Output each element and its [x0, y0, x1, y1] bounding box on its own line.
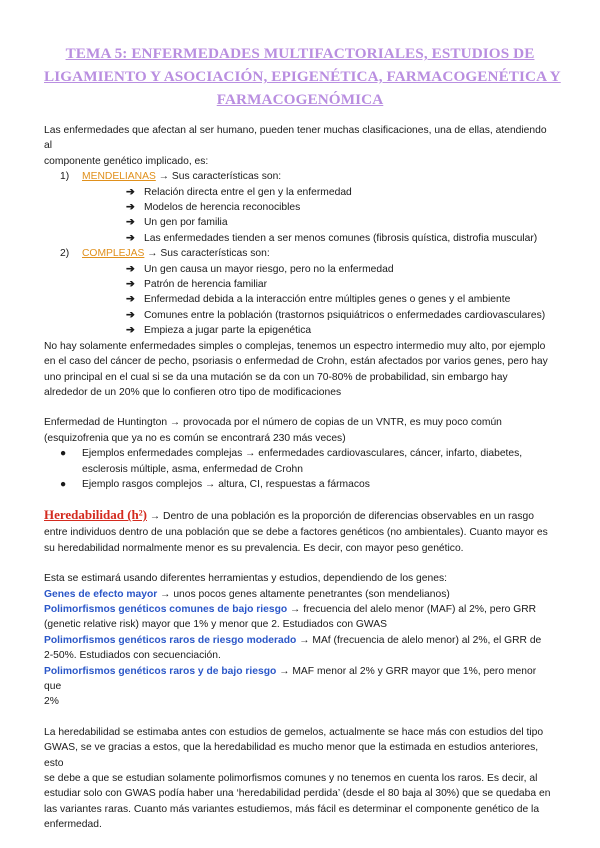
text-line: su heredabilidad normalmente menor es su prevalencia. Es decir, con mayor peso genético.	[44, 542, 464, 554]
title-line: TEMA 5: ENFERMEDADES MULTIFACTORIALES, ESTUDIOS DE	[65, 45, 535, 62]
list-item: ➔ Las enfermedades tienden a ser menos comunes (fibrosis quística, distrofia muscular)	[126, 231, 556, 246]
complejas-label: COMPLEJAS	[82, 248, 145, 260]
text-line: 2%	[44, 696, 59, 708]
text-line: enfermedad.	[44, 819, 102, 831]
list-item: ➔ Modelos de herencia reconocibles	[126, 200, 556, 215]
arrow-icon: ➔	[126, 186, 135, 198]
arrow-icon: ➔	[126, 263, 135, 275]
list-item: ➔ Enfermedad debida a la interacción entre múltiples genes o genes y el ambiente	[126, 292, 556, 307]
list-number: 1)	[60, 171, 70, 183]
text-line: Enfermedad de Huntington → provocada por el número de copias de un VNTR, es muy poco común	[44, 417, 502, 429]
text-line: estudiar solo con GWAS podía haber una ‘heredabilidad perdida’ (desde el 80 baja al 30%) que se quedaba en	[44, 788, 551, 800]
list-item: ● Ejemplo rasgos complejos → altura, CI, respuestas a fármacos	[60, 477, 556, 492]
gene-type-comunes: Polimorfismos genéticos comunes de bajo riesgo → frecuencia del alelo menor (MAF) al 2%, pero GRR	[44, 603, 537, 615]
list-item: ➔ Un gen por familia	[126, 215, 556, 230]
mendelianas-label: MENDELIANAS	[82, 171, 156, 183]
closing-paragraph	[44, 725, 556, 833]
page-title	[44, 42, 561, 111]
text-line: alrededor de un 20% que lo confieren otro tipo de modificaciones	[44, 386, 342, 398]
text-line: componente genético implicado, es:	[44, 155, 209, 167]
heredabilidad-paragraph	[44, 507, 556, 556]
title-line: FARMACOGENÓMICA	[216, 91, 384, 108]
list-item: ➔ Comunes entre la población (trastornos psiquiátricos o enfermedades cardiovasculares)	[126, 308, 556, 323]
text-line: las variantes raras. Cuanto más variantes estudiemos, más fácil es determinar el componente genético de la	[44, 803, 540, 815]
heredabilidad-term: Heredabilidad (h²)	[44, 507, 147, 523]
text-line: entre individuos dentro de una población que se debe a factores genéticos (no ambientales). Cuanto mayor es	[44, 527, 548, 539]
mendelianas-suffix: → Sus características son:	[155, 171, 282, 183]
gene-type-raros-bajo: Polimorfismos genéticos raros y de bajo riesgo → MAF menor al 2% y GRR mayor que 1%, pero menor que	[44, 665, 537, 692]
arrow-icon: ➔	[126, 217, 135, 229]
arrow-icon: ➔	[126, 309, 135, 321]
bullet-icon: ●	[60, 478, 67, 490]
complejas-heading	[44, 246, 556, 261]
huntington-paragraph	[44, 415, 556, 446]
text-line: No hay solamente enfermedades simples o complejas, tenemos un espectro intermedio muy alto, por ejemplo	[44, 340, 546, 352]
bullet-icon: ●	[60, 448, 67, 460]
list-item: ➔ Relación directa entre el gen y la enfermedad	[126, 185, 556, 200]
text-line: La heredabilidad se estimaba antes con estudios de gemelos, actualmente se hace más con estudios del tipo	[44, 726, 544, 738]
arrow-icon: ➔	[126, 279, 135, 291]
list-number: 2)	[60, 248, 70, 260]
text-line: GWAS, se ve gracias a estos, que la heredabilidad es mucho menor que la estimada en estudios anteriores, esto	[44, 742, 539, 769]
text-line: 2-50%. Estudiados con secuenciación.	[44, 650, 221, 662]
complejas-suffix: → Sus características son:	[144, 248, 270, 260]
text-line: Las enfermedades que afectan al ser humano, pueden tener muchas clasificaciones, una de ellas, atendiendo al	[44, 125, 547, 152]
arrow-icon: ➔	[126, 325, 135, 337]
intro-paragraph	[44, 123, 556, 169]
text-line: (esquizofrenia que ya no es común se encontrará 230 más veces)	[44, 432, 346, 444]
text-line: se debe a que se estudian solamente polimorfismos comunes y no tenemos en cuenta los raros. Es decir, al	[44, 773, 538, 785]
arrow-icon: ➔	[126, 202, 135, 214]
list-item: ● Ejemplos enfermedades complejas → enfermedades cardiovasculares, cáncer, infarto, diabetes, esclerosis múltiple, asma, enfermedad de Crohn	[60, 448, 523, 475]
text-line: uno principal en el cual si se da una mutación se da con un 70-80% de probabilidad, sin embargo hay	[44, 371, 508, 383]
text-line: (genetic relative risk) mayor que 1% y menor que 2. Estudiados con GWAS	[44, 619, 387, 631]
list-item: ➔ Un gen causa un mayor riesgo, pero no la enfermedad	[126, 262, 556, 277]
gene-type-raros-moderado: Polimorfismos genéticos raros de riesgo moderado → MAf (frecuencia de alelo menor) al 2%, el GRR de	[44, 634, 542, 646]
gene-type-efecto-mayor: Genes de efecto mayor → unos pocos genes altamente penetrantes (son mendelianos)	[44, 588, 450, 600]
title-line: LIGAMIENTO Y ASOCIACIÓN, EPIGENÉTICA, FARMACOGENÉTICA Y	[44, 68, 561, 85]
list-item: ➔ Empieza a jugar parte la epigenética	[126, 323, 556, 338]
list-item: ➔ Patrón de herencia familiar	[126, 277, 556, 292]
spectrum-paragraph	[44, 339, 556, 401]
text-span: → Dentro de una población es la proporción de diferencias observables en un rasgo	[146, 511, 534, 523]
arrow-icon: ➔	[126, 232, 135, 244]
complejas-list	[44, 262, 556, 339]
mendelianas-heading	[44, 169, 556, 184]
estimation-intro: Esta se estimará usando diferentes herramientas y estudios, dependiendo de los genes:	[44, 573, 447, 585]
arrow-icon: ➔	[126, 294, 135, 306]
examples-list	[44, 446, 556, 492]
text-line: en el caso del cáncer de pecho, psoriasis o enfermedad de Crohn, están afectados por varios genes, pero hay	[44, 356, 548, 368]
mendelianas-list	[44, 185, 556, 247]
